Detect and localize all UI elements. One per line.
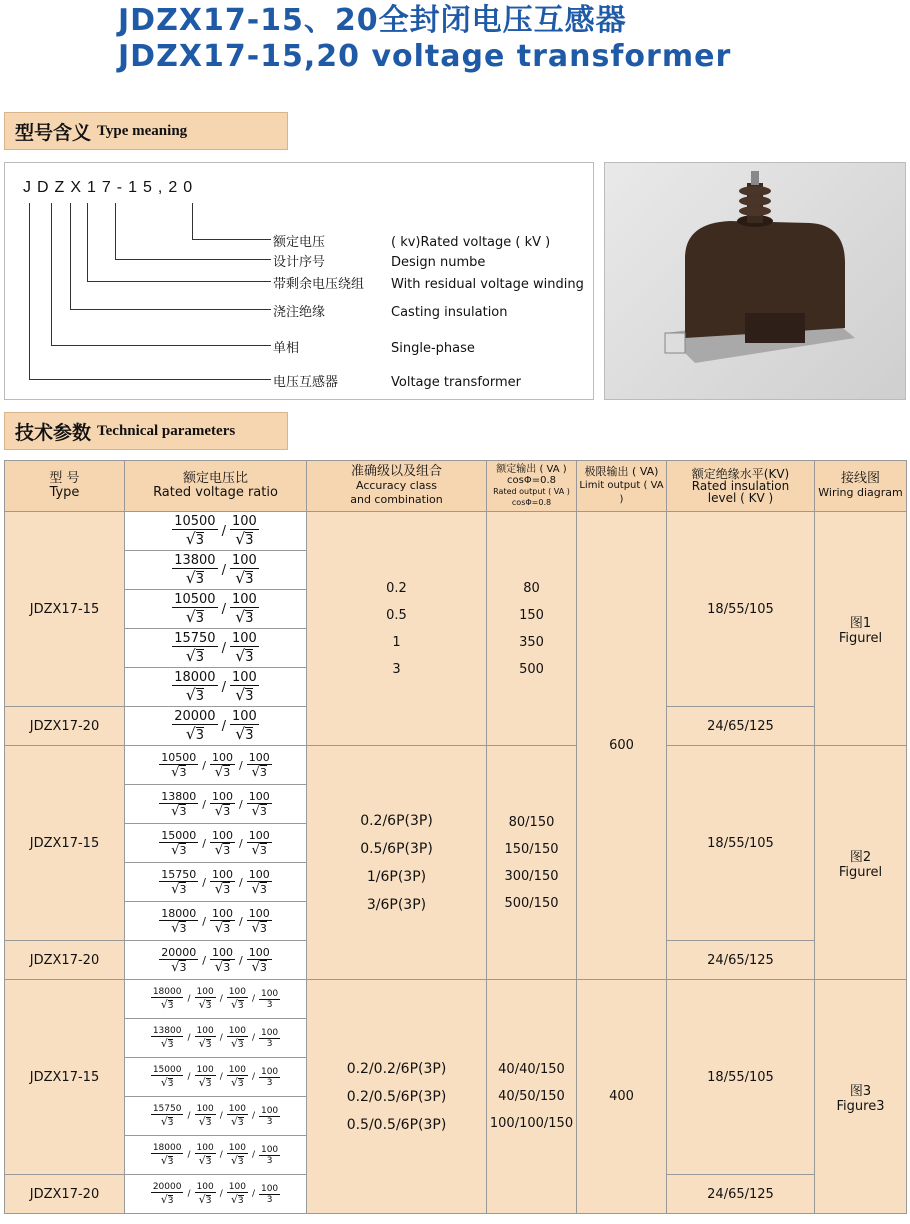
type-cell: JDZX17-20: [5, 941, 125, 980]
ratio-cell: $\frac{15000}{√3}$ / $\frac{100}{√3}$ / $\frac{100}{√3}$: [125, 824, 307, 863]
ratio-cell: $\frac{18000}{√3}$ / $\frac{100}{√3}$ / $\frac{100}{√3}$ / $\frac{100}{3}$: [125, 980, 307, 1019]
leader-line: [29, 203, 271, 380]
model-code: JDZX17-15,20: [23, 179, 199, 196]
type-meaning-diagram: [4, 162, 594, 400]
insulation-cell: 24/65/125: [667, 707, 815, 746]
insulation-cell: 24/65/125: [667, 1175, 815, 1214]
technical-parameters-table: [4, 460, 907, 1214]
wiring-cell: 图1 Figurel: [815, 512, 907, 746]
meaning-item: 额定电压 ( kv)Rated voltage ( kV ): [273, 235, 551, 250]
ratio-cell: $\frac{20000}{√3}$ / $\frac{100}{√3}$ / $\frac{100}{√3}$: [125, 941, 307, 980]
header-accuracy: 准确级以及组合 Accuracy class and combination: [307, 461, 487, 512]
output-cell: 80 150 350 500: [487, 512, 577, 746]
accuracy-cell: 0.2/0.2/6P(3P) 0.2/0.5/6P(3P) 0.5/0.5/6P(3P): [307, 980, 487, 1214]
output-cell: 40/40/150 40/50/150 100/100/150: [487, 980, 577, 1214]
section-en: Technical parameters: [97, 422, 236, 439]
ratio-cell: $\frac{10500}{√3}$ / $\frac{100}{√3}$: [125, 590, 307, 629]
accuracy-cell: 0.2 0.5 1 3: [307, 512, 487, 746]
type-cell: JDZX17-20: [5, 1175, 125, 1214]
ratio-cell: $\frac{20000}{√3}$ / $\frac{100}{√3}$ / $\frac{100}{√3}$ / $\frac{100}{3}$: [125, 1175, 307, 1214]
insulation-cell: 24/65/125: [667, 941, 815, 980]
header-wiring: 接线图 Wiring diagram: [815, 461, 907, 512]
header-limit: 极限输出 ( VA) Limit output ( VA ): [577, 461, 667, 512]
table-row: [5, 980, 907, 1019]
title-cn: JDZX17-15、20全封闭电压互感器: [118, 3, 627, 38]
type-cell: JDZX17-15: [5, 746, 125, 941]
ratio-cell: $\frac{18000}{√3}$ / $\frac{100}{√3}$ / $\frac{100}{√3}$: [125, 902, 307, 941]
ratio-cell: $\frac{18000}{√3}$ / $\frac{100}{√3}$: [125, 668, 307, 707]
table-header-row: [5, 461, 907, 512]
ratio-cell: $\frac{13800}{√3}$ / $\frac{100}{√3}$ / $\frac{100}{√3}$: [125, 785, 307, 824]
header-type: 型 号 Type: [5, 461, 125, 512]
header-insulation: 额定绝缘水平(KV) Rated insulation level ( KV ): [667, 461, 815, 512]
wiring-cell: 图2 Figurel: [815, 746, 907, 980]
table-row: [5, 746, 907, 785]
meaning-item: 带剩余电压绕组 With residual voltage winding: [273, 277, 584, 292]
section-type-meaning: [4, 112, 288, 150]
insulation-cell: 18/55/105: [667, 512, 815, 707]
ratio-cell: $\frac{13800}{√3}$ / $\frac{100}{√3}$: [125, 551, 307, 590]
wiring-cell: 图3 Figure3: [815, 980, 907, 1214]
ratio-cell: $\frac{15750}{√3}$ / $\frac{100}{√3}$: [125, 629, 307, 668]
meaning-item: 浇注绝缘 Casting insulation: [273, 305, 508, 320]
voltage-transformer-photo: [604, 162, 906, 400]
insulation-cell: 18/55/105: [667, 746, 815, 941]
type-cell: JDZX17-20: [5, 707, 125, 746]
insulation-cell: 18/55/105: [667, 980, 815, 1175]
ratio-cell: $\frac{15750}{√3}$ / $\frac{100}{√3}$ / $\frac{100}{√3}$: [125, 863, 307, 902]
meaning-item: 设计序号 Design numbe: [273, 255, 486, 270]
ratio-cell: $\frac{10500}{√3}$ / $\frac{100}{√3}$: [125, 512, 307, 551]
limit-cell: 600: [577, 512, 667, 980]
ratio-cell: $\frac{20000}{√3}$ / $\frac{100}{√3}$: [125, 707, 307, 746]
output-cell: 80/150 150/150 300/150 500/150: [487, 746, 577, 980]
ratio-cell: $\frac{15750}{√3}$ / $\frac{100}{√3}$ / $\frac{100}{√3}$ / $\frac{100}{3}$: [125, 1097, 307, 1136]
ratio-cell: $\frac{18000}{√3}$ / $\frac{100}{√3}$ / $\frac{100}{√3}$ / $\frac{100}{3}$: [125, 1136, 307, 1175]
header-ratio: 额定电压比 Rated voltage ratio: [125, 461, 307, 512]
meaning-item: 电压互感器 Voltage transformer: [273, 375, 521, 390]
meaning-item: 单相 Single-phase: [273, 341, 475, 356]
table-row: [5, 512, 907, 551]
type-cell: JDZX17-15: [5, 512, 125, 707]
section-en: Type meaning: [97, 122, 188, 139]
section-technical-parameters: [4, 412, 288, 450]
limit-cell: 400: [577, 980, 667, 1214]
ratio-cell: $\frac{10500}{√3}$ / $\frac{100}{√3}$ / $\frac{100}{√3}$: [125, 746, 307, 785]
accuracy-cell: 0.2/6P(3P) 0.5/6P(3P) 1/6P(3P) 3/6P(3P): [307, 746, 487, 980]
header-output: 额定输出 ( VA ) cosΦ=0.8 Rated output ( VA ) cosΦ=0.8: [487, 461, 577, 512]
ratio-cell: $\frac{15000}{√3}$ / $\frac{100}{√3}$ / $\frac{100}{√3}$ / $\frac{100}{3}$: [125, 1058, 307, 1097]
title-en: JDZX17-15,20 voltage transformer: [118, 39, 732, 74]
transformer-illustration: [605, 163, 906, 400]
type-cell: JDZX17-15: [5, 980, 125, 1175]
section-cn: 技术参数: [15, 421, 92, 444]
section-cn: 型号含义: [15, 121, 92, 144]
ratio-cell: $\frac{13800}{√3}$ / $\frac{100}{√3}$ / $\frac{100}{√3}$ / $\frac{100}{3}$: [125, 1019, 307, 1058]
